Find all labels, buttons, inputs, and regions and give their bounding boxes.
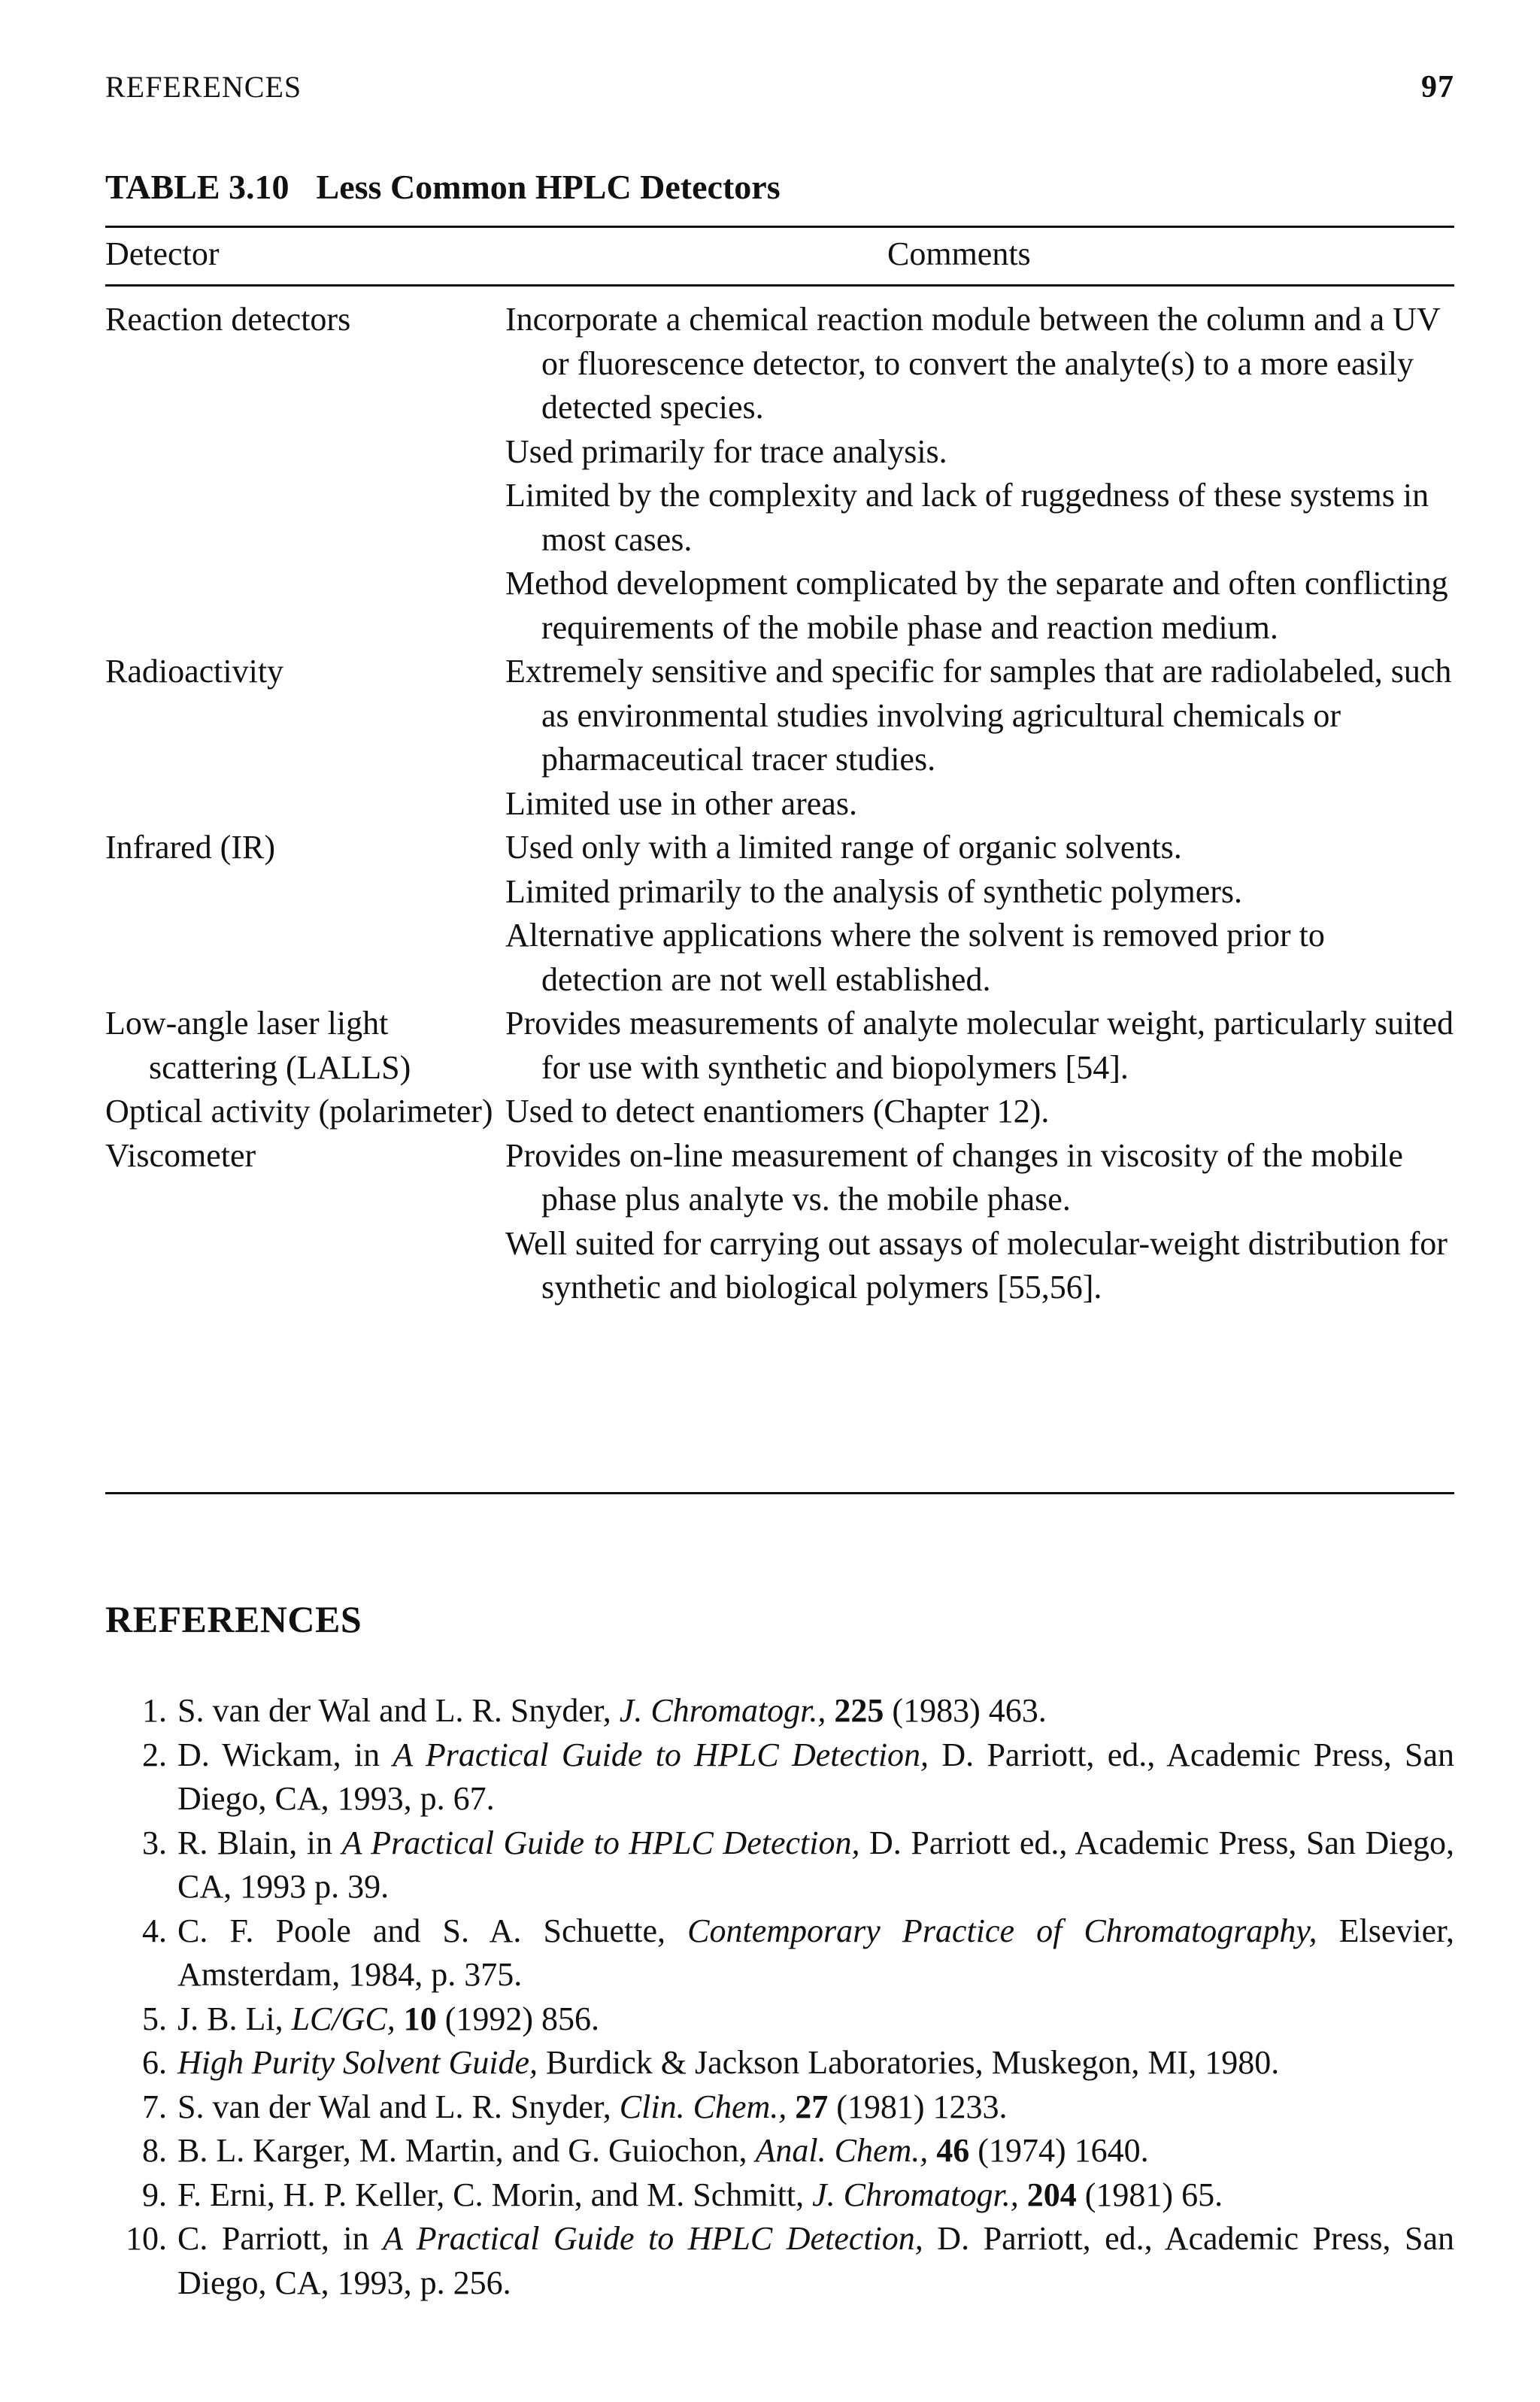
- reference-number: 9.: [142, 2176, 167, 2213]
- reference-segment: B. L. Karger, M. Martin, and G. Guiochon,: [177, 2132, 756, 2169]
- comment-text: Limited primarily to the analysis of synthetic polymers.: [505, 872, 1243, 910]
- reference-text: [177, 2129, 1454, 2173]
- page-number: 97: [1421, 70, 1454, 105]
- reference-text: [177, 1909, 1454, 1997]
- table-body: [105, 298, 1454, 1310]
- reference-segment: D. Wickam, in: [177, 1736, 393, 1773]
- reference-title: LC/GC,: [291, 2000, 396, 2037]
- table-row: [105, 650, 1454, 826]
- reference-segment: (1983) 463.: [884, 1692, 1047, 1729]
- reference-text: [177, 1689, 1454, 1733]
- reference-volume: 204: [1026, 2176, 1077, 2213]
- reference-title: A Practical Guide to HPLC Detection,: [393, 1736, 929, 1773]
- reference-text: [177, 1733, 1454, 1821]
- reference-segment: Burdick & Jackson Laboratories, Muskegon, MI, 1980.: [538, 2044, 1280, 2081]
- reference-item: [105, 1733, 1454, 1821]
- detector-cell: [105, 1134, 505, 1310]
- reference-segment: D. Parriott, ed., Academic Press, San Diego, CA, 1993, p. 67.: [177, 1736, 1454, 1817]
- comment-text: Provides measurements of analyte molecular weight, particularly suited for use with synthetic and biopolymers [54].: [505, 1005, 1454, 1086]
- reference-segment: [787, 2088, 795, 2125]
- table-row: [105, 1002, 1454, 1090]
- reference-title: J. Chromatogr.,: [619, 1692, 826, 1729]
- comment-text: Alternative applications where the solvent is removed prior to detection are not well established.: [505, 917, 1325, 998]
- column-header-detector: Detector: [105, 235, 220, 272]
- reference-title: J. Chromatogr.,: [812, 2176, 1019, 2213]
- detector-cell: [105, 1002, 505, 1090]
- reference-segment: J. B. Li,: [177, 2000, 292, 2037]
- reference-number: 8.: [142, 2132, 167, 2169]
- reference-segment: (1992) 856.: [436, 2000, 600, 2037]
- reference-item: [105, 1821, 1454, 1909]
- comment-text: Used only with a limited range of organic solvents.: [505, 829, 1182, 866]
- reference-item: [105, 1997, 1454, 2042]
- detector-name: Low-angle laser light scattering (LALLS): [105, 1005, 411, 1086]
- reference-number: 5.: [142, 2000, 167, 2037]
- reference-text: [177, 1997, 1454, 2042]
- reference-text: [177, 2085, 1454, 2130]
- reference-number: 1.: [142, 1692, 167, 1729]
- reference-number: 10.: [126, 2220, 167, 2257]
- reference-segment: S. van der Wal and L. R. Snyder,: [177, 1692, 620, 1729]
- reference-number: 4.: [142, 1912, 167, 1949]
- reference-segment: [1019, 2176, 1027, 2213]
- reference-item: [105, 1909, 1454, 1997]
- reference-number: 2.: [142, 1736, 167, 1773]
- reference-volume: 225: [834, 1692, 884, 1729]
- reference-volume: 46: [936, 2132, 970, 2169]
- running-header-section: REFERENCES: [105, 70, 302, 104]
- reference-segment: (1981) 1233.: [828, 2088, 1008, 2125]
- reference-item: [105, 1689, 1454, 1733]
- running-header: [105, 69, 1454, 114]
- detector-cell: [105, 650, 505, 826]
- table-header-rule: [105, 284, 1454, 287]
- reference-text: [177, 2173, 1454, 2218]
- reference-segment: [826, 1692, 834, 1729]
- reference-title: Clin. Chem.,: [619, 2088, 787, 2125]
- detector-cell: [105, 826, 505, 1002]
- detector-cell: [105, 1090, 505, 1134]
- comment-text: Incorporate a chemical reaction module between the column and a UV or fluorescence detector, to convert the analyte(s) to a more easily detected species.: [505, 301, 1440, 426]
- reference-number: 3.: [142, 1824, 167, 1861]
- column-header-comments: Comments: [887, 235, 1031, 272]
- reference-item: [105, 2217, 1454, 2305]
- comment-text: Limited use in other areas.: [505, 784, 857, 822]
- table-row: [105, 1134, 1454, 1310]
- reference-item: [105, 2085, 1454, 2130]
- table-row: [105, 1090, 1454, 1134]
- reference-segment: Elsevier, Amsterdam, 1984, p. 375.: [177, 1912, 1455, 1993]
- reference-volume: 10: [403, 2000, 437, 2037]
- reference-title: A Practical Guide to HPLC Detection,: [383, 2220, 923, 2257]
- comment-text: Extremely sensitive and specific for samples that are radiolabeled, such as environmental studies involving agricultural chemicals or pharmaceutical tracer studies.: [505, 653, 1452, 778]
- reference-title: A Practical Guide to HPLC Detection,: [341, 1824, 860, 1861]
- comment-text: Method development complicated by the separate and often conflicting requirements of the mobile phase and reaction medium.: [505, 565, 1448, 646]
- reference-title: Anal. Chem.,: [755, 2132, 929, 2169]
- reference-item: [105, 2129, 1454, 2173]
- reference-segment: C. F. Poole and S. A. Schuette,: [177, 1912, 688, 1949]
- reference-text: [177, 2217, 1454, 2305]
- reference-number: 6.: [142, 2044, 167, 2081]
- table-caption: [105, 167, 781, 207]
- detector-cell: [105, 298, 505, 650]
- table-row: [105, 298, 1454, 650]
- comments-cell: [505, 1134, 1454, 1310]
- comments-cell: [505, 1002, 1454, 1090]
- reference-text: [177, 1821, 1454, 1909]
- reference-segment: R. Blain, in: [177, 1824, 342, 1861]
- reference-volume: 27: [795, 2088, 829, 2125]
- table-title: Less Common HPLC Detectors: [316, 168, 781, 206]
- comments-cell: [505, 298, 1454, 650]
- detector-name: Infrared (IR): [105, 829, 275, 866]
- detector-name: Radioactivity: [105, 653, 284, 690]
- table-row: [105, 826, 1454, 1002]
- comment-text: Well suited for carrying out assays of molecular-weight distribution for synthetic and biological polymers [55,56].: [505, 1224, 1448, 1306]
- reference-segment: [928, 2132, 936, 2169]
- reference-segment: [396, 2000, 404, 2037]
- reference-title: Contemporary Practice of Chromatography,: [687, 1912, 1317, 1949]
- reference-segment: S. van der Wal and L. R. Snyder,: [177, 2088, 620, 2125]
- comment-text: Limited by the complexity and lack of ruggedness of these systems in most cases.: [505, 477, 1429, 558]
- detector-name: Optical activity (polarimeter): [105, 1093, 493, 1130]
- reference-segment: C. Parriott, in: [177, 2220, 383, 2257]
- reference-item: [105, 2041, 1454, 2085]
- reference-text: [177, 2041, 1454, 2085]
- comments-cell: [505, 650, 1454, 826]
- comments-cell: [505, 1090, 1454, 1134]
- reference-segment: F. Erni, H. P. Keller, C. Morin, and M. Schmitt,: [177, 2176, 813, 2213]
- reference-list: [105, 1689, 1454, 2305]
- comment-text: Used primarily for trace analysis.: [505, 432, 947, 470]
- references-heading: REFERENCES: [105, 1598, 362, 1640]
- comment-text: Provides on-line measurement of changes in viscosity of the mobile phase plus analyte vs. the mobile phase.: [505, 1136, 1403, 1218]
- reference-segment: D. Parriott, ed., Academic Press, San Diego, CA, 1993, p. 256.: [177, 2220, 1454, 2301]
- reference-segment: (1974) 1640.: [969, 2132, 1149, 2169]
- table-top-rule: [105, 226, 1454, 228]
- table-bottom-rule: [105, 1492, 1454, 1494]
- reference-number: 7.: [142, 2088, 167, 2125]
- reference-title: High Purity Solvent Guide,: [177, 2044, 538, 2081]
- reference-segment: D. Parriott ed., Academic Press, San Diego, CA, 1993 p. 39.: [177, 1824, 1454, 1905]
- detector-name: Reaction detectors: [105, 301, 351, 338]
- comments-cell: [505, 826, 1454, 1002]
- detector-name: Viscometer: [105, 1136, 256, 1174]
- table-label: TABLE 3.10: [105, 168, 290, 206]
- reference-segment: (1981) 65.: [1076, 2176, 1223, 2213]
- comment-text: Used to detect enantiomers (Chapter 12).: [505, 1093, 1050, 1130]
- reference-item: [105, 2173, 1454, 2218]
